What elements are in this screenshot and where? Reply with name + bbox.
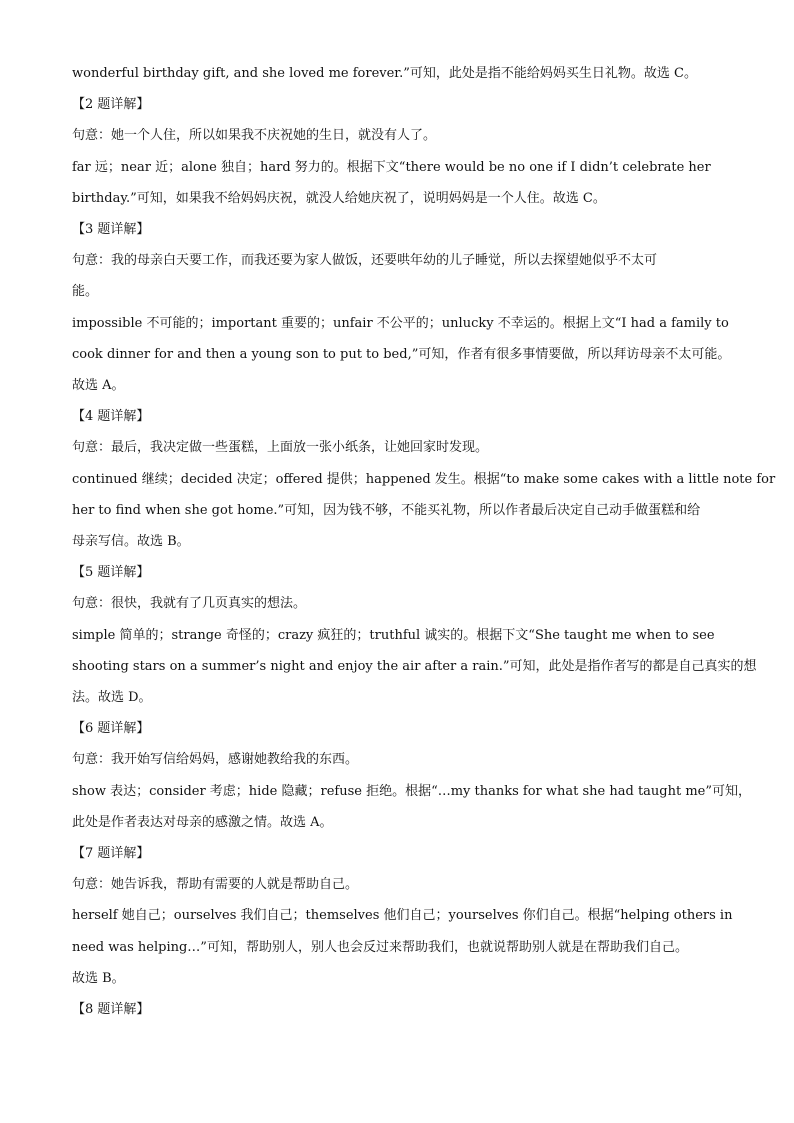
question-6-meaning: 句意：我开始写信给妈妈，感谢她教给我的东西。 [72, 752, 359, 768]
question-4-meaning: 句意：最后，我决定做一些蛋糕，上面放一张小纸条，让她回家时发现。 [72, 440, 489, 456]
question-8-heading: 【8 题详解】 [72, 1002, 150, 1018]
question-2-explanation: birthday.”可知，如果我不给妈妈庆祝，就没人给她庆祝了，说明妈妈是一个人住。故选 C。 [72, 190, 606, 206]
document-body [72, 58, 776, 1025]
question-7-explanation: herself 她自己；ourselves 我们自己；themselves 他们自己；yourselves 你们自己。根据“helping others in [72, 908, 733, 924]
question-2-heading: 【2 题详解】 [72, 97, 150, 113]
question-3-explanation: impossible 不可能的；important 重要的；unfair 不公平的；unlucky 不幸运的。根据上文“I had a family to [72, 315, 729, 331]
question-6-explanation: show 表达；consider 考虑；hide 隐藏；refuse 拒绝。根据“…my thanks for what she had taught me”可知， [72, 783, 752, 799]
question-7-heading: 【7 题详解】 [72, 846, 150, 862]
question-2-meaning: 句意：她一个人住，所以如果我不庆祝她的生日，就没有人了。 [72, 128, 437, 144]
question-5-explanation: shooting stars on a summer’s night and enjoy the air after a rain.”可知，此处是指作者写的都是自己真实的想 [72, 658, 757, 674]
question-2-explanation: far 远；near 近；alone 独自；hard 努力的。根据下文“there would be no one if I didn’t celebrate her [72, 159, 711, 175]
question-7-meaning: 句意：她告诉我，帮助有需要的人就是帮助自己。 [72, 877, 359, 893]
question-5-heading: 【5 题详解】 [72, 565, 150, 581]
question-4-heading: 【4 题详解】 [72, 409, 150, 425]
question-4-answer: 母亲写信。故选 B。 [72, 534, 190, 550]
question-3-heading: 【3 题详解】 [72, 222, 150, 238]
question-4-explanation: her to find when she got home.”可知，因为钱不够，不能买礼物，所以作者最后决定自己动手做蛋糕和给 [72, 502, 701, 518]
question-3-meaning: 句意：我的母亲白天要工作，而我还要为家人做饭，还要哄年幼的儿子睡觉，所以去探望她似乎不太可 [72, 253, 658, 269]
question-5-meaning: 句意：很快，我就有了几页真实的想法。 [72, 596, 307, 612]
question-3-meaning: 能。 [72, 284, 99, 300]
question-5-explanation: simple 简单的；strange 奇怪的；crazy 疯狂的；truthful 诚实的。根据下文“She taught me when to see [72, 627, 715, 643]
question-3-answer: 故选 A。 [72, 378, 125, 394]
question-5-answer: 法。故选 D。 [72, 690, 152, 706]
question-6-answer: 此处是作者表达对母亲的感激之情。故选 A。 [72, 814, 333, 830]
question-6-heading: 【6 题详解】 [72, 721, 150, 737]
question-4-explanation: continued 继续；decided 决定；offered 提供；happened 发生。根据“to make some cakes with a little note for [72, 471, 776, 487]
explanation-line: wonderful birthday gift, and she loved me forever.”可知，此处是指不能给妈妈买生日礼物。故选 C。 [72, 66, 697, 81]
question-7-answer: 故选 B。 [72, 970, 125, 986]
question-3-explanation: cook dinner for and then a young son to put to bed,”可知，作者有很多事情要做，所以拜访母亲不太可能。 [72, 346, 731, 362]
question-7-explanation: need was helping…”可知，帮助别人，别人也会反过来帮助我们，也就说帮助别人就是在帮助我们自己。 [72, 939, 688, 955]
